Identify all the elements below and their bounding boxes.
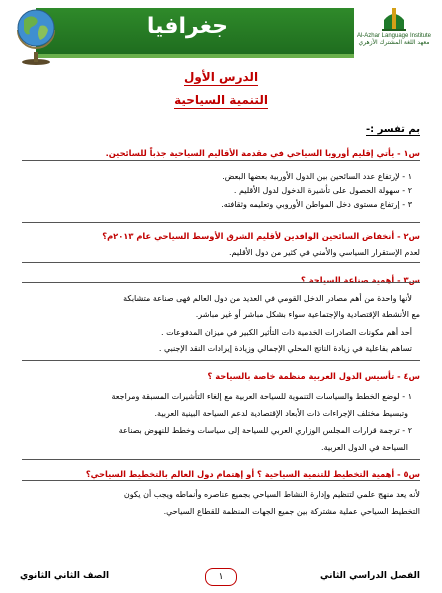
divider-line (22, 262, 420, 263)
explain-heading: بم تفسر :- (365, 124, 420, 135)
institute-logo (352, 6, 436, 58)
question-line: س٢ - أنخفاض السائحين الوافدين لأقليم الشرق الأوسط السياحي عام ٢٠١٣م؟ (102, 231, 420, 241)
footer (0, 560, 442, 593)
globe-icon (8, 4, 64, 66)
divider-line (22, 480, 420, 481)
question-line: س٤ - تأسيس الدول العربية منظمة خاصة بالسياحة ؟ (207, 371, 420, 381)
divider-line (22, 282, 420, 283)
answer-line: مع الأنشطة الإقتصادية والإجتماعية سواء بشكل مباشر أو غير مباشر. (195, 310, 420, 319)
divider-line (22, 160, 420, 161)
answer-line: ٣ - إرتفاع مستوى دخل المواطن الأوروبي وتعليمه وثقافته. (221, 200, 412, 209)
question-line: س٣ - أهمية صناعة السياحة ؟ (301, 275, 420, 285)
page-number: ١ (205, 568, 237, 586)
answer-line: لأنه يعد منهج علمي لتنظيم وإدارة النشاط السياحي بجميع عناصره وأنماطه ويجب أن يكون (123, 490, 420, 499)
answer-line: التخطيط السياحي عملية مشتركة بين جميع الجهات المنظمة للقطاع السياحي. (163, 507, 420, 516)
logo-arabic-text: معهد اللغة المشترك الأزهري (358, 39, 430, 46)
answer-line: تساهم بفاعلية في زيادة الناتج المحلي الإجمالي وزيادة إيرادات النقد الإجنبي . (158, 344, 412, 353)
answer-line: ٢ - ترجمة قرارات المجلس الوزاري العربي للسياحة إلى سياسات وخطط للنهوض بصناعة (118, 426, 412, 435)
answer-line: وتبسيط مختلف الإجراءات ذات الأبعاد الإقتصادية لدعم السياحة البينية العربية. (154, 409, 408, 418)
question-line: س١ - يأتي إقليم أوروبا السياحي في مقدمة الأقاليم السياحية جذباً للسائحين. (105, 148, 420, 158)
divider-line (22, 360, 420, 361)
answer-line: السياحة في الدول العربية. (321, 443, 408, 452)
question-line: س٥ - أهمية التخطيط للتنمية السياحية ؟ أو إهتمام دول العالم بالتخطيط السياحي؟ (85, 469, 420, 479)
lesson-number: الدرس الأول (183, 70, 259, 84)
subject-title: جغرافيا (146, 14, 228, 39)
logo-english-text: Al-Azhar Language Institute (356, 33, 432, 39)
footer-term: الفصل الدراسي الثاني (320, 571, 420, 581)
answer-line: لعدم الإستقرار السياسي والأمني في كثير من دول الأقليم. (229, 248, 420, 257)
answer-line: أحد أهم مكونات الصادرات الخدمية ذات التأثير الكبير في ميزان المدفوعات . (161, 328, 412, 337)
mosque-icon (380, 6, 408, 32)
header (0, 0, 442, 78)
answer-line: لأنها واحدة من أهم مصادر الدخل القومي في العديد من دول العالم فهى صناعة متشابكة (123, 294, 412, 303)
footer-grade: الصف الثاني الثانوي (20, 571, 110, 581)
divider-line (22, 459, 420, 460)
divider-line (22, 222, 420, 223)
answer-line: ١ - لوضع الخطط والسياسات التنموية للسياحة العربية مع إلغاء التأشيرات المسبقة ومراجعة (111, 392, 412, 401)
answer-line: ٢ - سهولة الحصول على تأشيرة الدخول لدول الأقليم . (233, 186, 412, 195)
answer-line: ١ - لإرتفاع عدد السائحين بين الدول الأوربية بعضها البعض. (222, 172, 412, 181)
lesson-title: التنمية السياحية (174, 93, 268, 107)
